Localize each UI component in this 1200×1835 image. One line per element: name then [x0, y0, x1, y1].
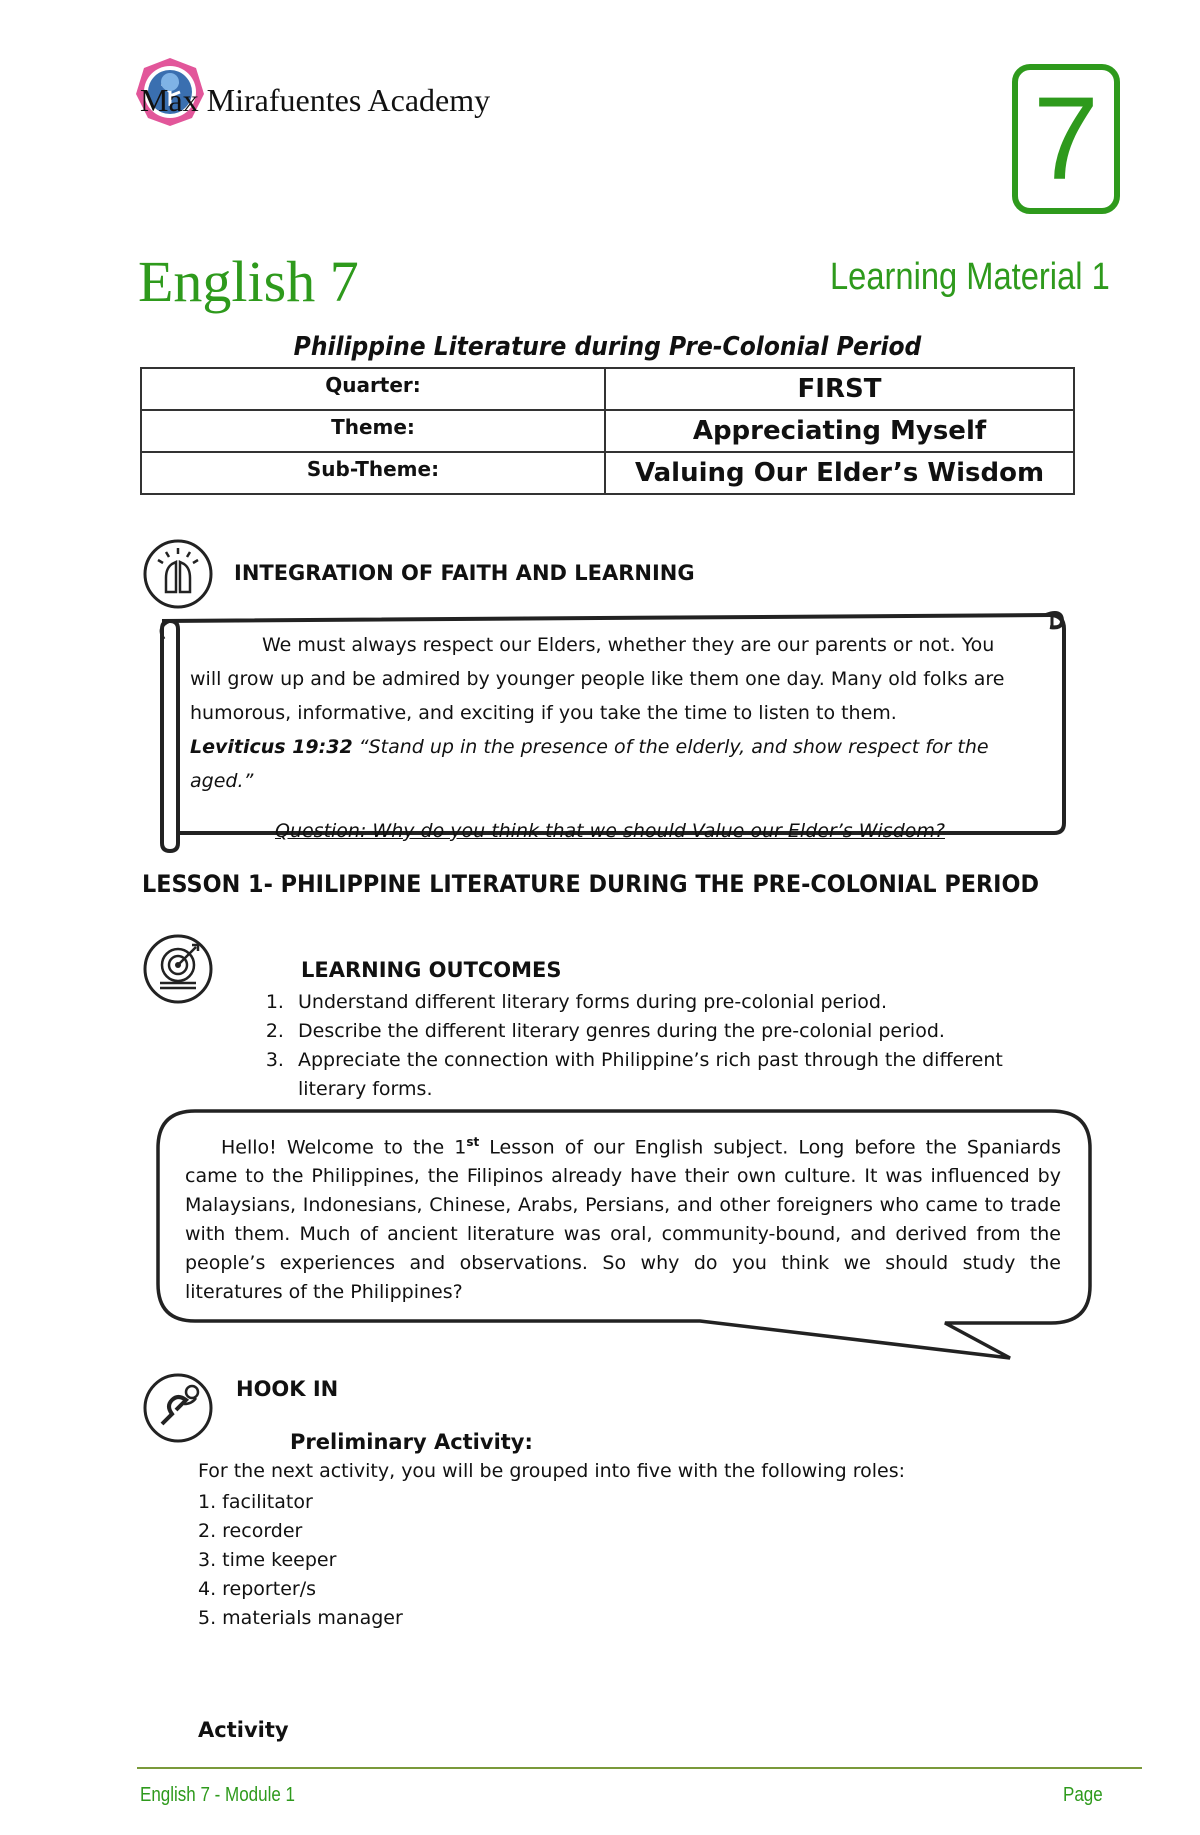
table-row [141, 410, 1074, 452]
activity-label: Activity [198, 1718, 289, 1742]
topic-title: Philippine Literature during Pre-Colonial Period [293, 332, 922, 362]
hook-heading: HOOK IN [236, 1377, 339, 1401]
intro-paragraph: Hello! Welcome to the 1st Lesson of our English subject. Long before the Spaniards came to the Philippines, the Filipinos already have their own culture. It was influenced by Malaysians, Indonesians, Chinese, Arabs, Persians, and other foreigners who came to trade with them. Much of ancient literature was oral, community-bound, and derived from the people’s experiences and observations. So why do you think we should study the literatures of the Philippines? [185, 1135, 1061, 1304]
faith-text [190, 628, 1030, 848]
magnet-icon [142, 1372, 214, 1444]
list-item: 3. Appreciate the connection with Philippine’s rich past through the different literary forms. [290, 1046, 1050, 1104]
table-cell-label: Theme: [141, 410, 605, 452]
outcomes-heading: LEARNING OUTCOMES [301, 958, 562, 982]
table-cell-label: Quarter: [141, 368, 605, 410]
lesson-title: LESSON 1- PHILIPPINE LITERATURE DURING THE PRE-COLONIAL PERIOD [142, 870, 1039, 898]
table-row [141, 452, 1074, 494]
table-cell-label: Sub-Theme: [141, 452, 605, 494]
topic-info-table [140, 367, 1075, 495]
faith-paragraph: We must always respect our Elders, whether they are our parents or not. You will grow up and be admired by younger people like them one day. Many old folks are humorous, informative, and exciting if you take the time to listen to them. [190, 634, 1005, 724]
footer-divider [137, 1767, 1142, 1769]
list-item: 2. recorder [198, 1520, 303, 1542]
material-title: Learning Material 1 [830, 256, 1110, 298]
list-item: 2. Describe the different literary genres during the pre-colonial period. [290, 1017, 1050, 1046]
faith-question: Question: Why do you think that we should Value our Elder’s Wisdom? [274, 820, 945, 842]
preliminary-activity-title: Preliminary Activity: [290, 1430, 533, 1454]
list-item: 3. time keeper [198, 1549, 337, 1571]
list-item: 1. Understand different literary forms during pre-colonial period. [290, 988, 1050, 1017]
table-cell-value: FIRST [605, 368, 1074, 410]
list-item: 5. materials manager [198, 1607, 403, 1629]
roles-list [198, 1488, 403, 1633]
faith-heading: INTEGRATION OF FAITH AND LEARNING [234, 561, 695, 585]
preliminary-activity-intro: For the next activity, you will be grouped into five with the following roles: [198, 1460, 906, 1482]
grade-number: 7 [1033, 73, 1099, 205]
target-icon [142, 933, 214, 1005]
outcomes-list [255, 988, 1050, 1104]
list-item: 1. facilitator [198, 1491, 313, 1513]
verse-text: “Stand up in the presence of the elderly, and show respect for the aged.” [190, 736, 989, 792]
table-row [141, 368, 1074, 410]
subject-title: English 7 [138, 249, 359, 314]
table-cell-value: Appreciating Myself [605, 410, 1074, 452]
grade-badge [1012, 64, 1120, 214]
list-item: 4. reporter/s [198, 1578, 316, 1600]
footer-module-label: English 7 - Module 1 [140, 1784, 295, 1806]
table-cell-value: Valuing Our Elder’s Wisdom [605, 452, 1074, 494]
school-name: Max Mirafuentes Academy [140, 82, 491, 118]
footer-page-label: Page [1063, 1784, 1103, 1806]
verse-reference: Leviticus 19:32 [190, 736, 353, 758]
